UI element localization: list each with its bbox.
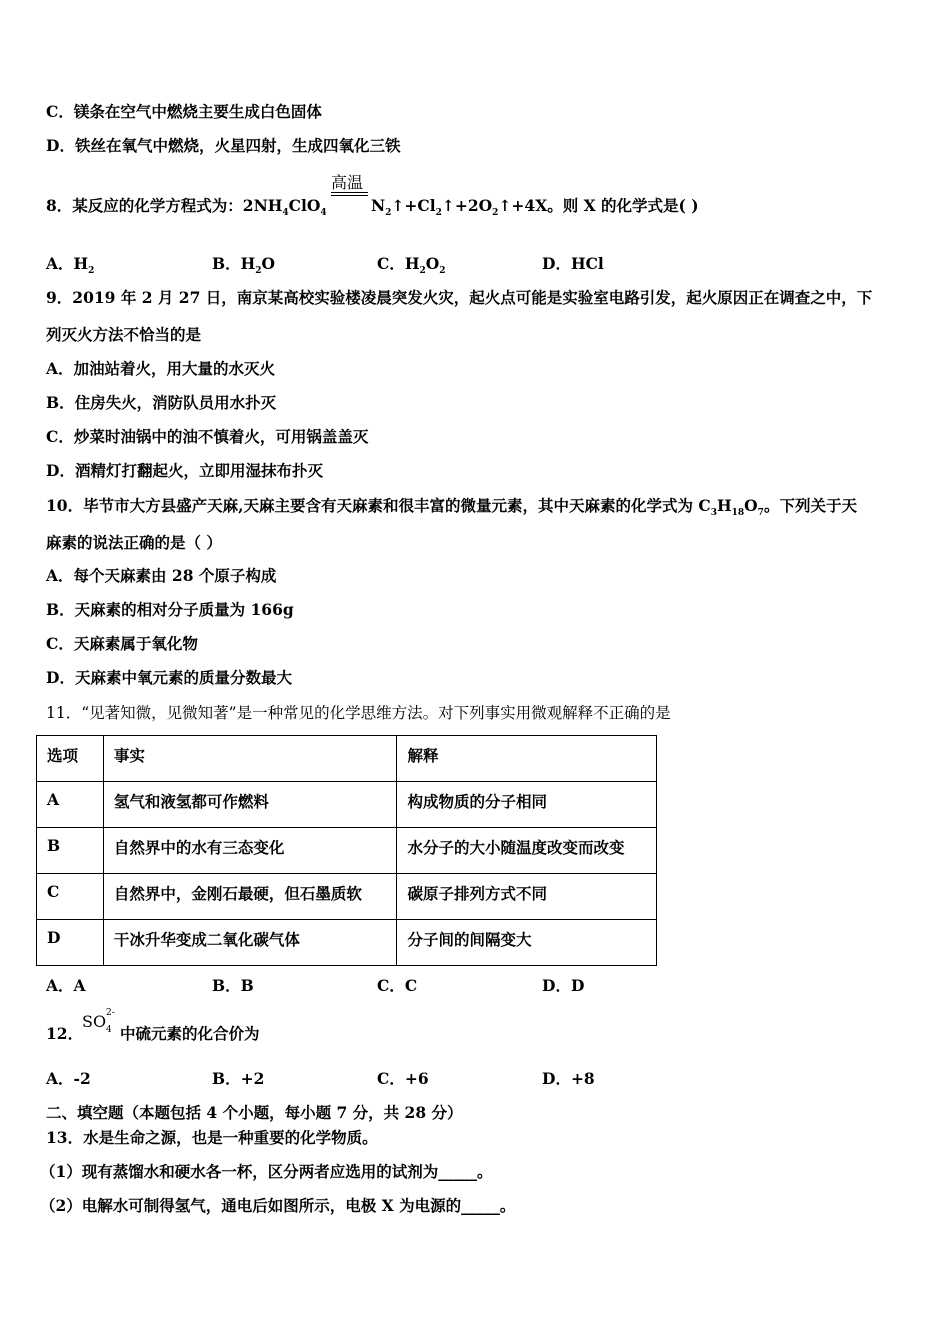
table-cell: 干冰升华变成二氧化碳气体 xyxy=(103,920,397,966)
q10-stem-line1: 10．毕节市大方县盛产天麻,天麻主要含有天麻素和很丰富的微量元素，其中天麻素的化学式为 $C_3H_{18}O_7$。下列关于天 xyxy=(46,496,857,519)
q10-option-b: B．天麻素的相对分子质量为 166g xyxy=(46,600,294,619)
q11-facts-table xyxy=(36,735,657,966)
q8-products: $N_2↑+Cl_2↑+2O_2↑+4X$。则 X 的化学式是( ) xyxy=(371,196,699,219)
q8-option-a: A．$H_2$ xyxy=(46,254,95,277)
table-cell: 构成物质的分子相同 xyxy=(397,782,657,828)
q10-option-a: A．每个天麻素由 28 个原子构成 xyxy=(46,566,277,585)
q10-stem-line2: 麻素的说法正确的是（ ） xyxy=(46,533,222,552)
q11-option-d: D．D xyxy=(542,976,585,995)
table-cell: 氢气和液氢都可作燃料 xyxy=(103,782,397,828)
q8-option-d: D．HCl xyxy=(542,254,604,273)
table-cell: 水分子的大小随温度改变而改变 xyxy=(397,828,657,874)
sulfate-formula: SO xyxy=(82,1012,107,1031)
q9-stem-line2: 列灭火方法不恰当的是 xyxy=(46,325,202,344)
q13-part1: （1）现有蒸馏水和硬水各一杯，区分两者应选用的试剂为_____。 xyxy=(40,1162,493,1181)
q7-option-c: C．镁条在空气中燃烧主要生成白色固体 xyxy=(46,102,322,121)
table-cell: D xyxy=(37,920,104,966)
reaction-arrow-lower xyxy=(331,195,368,196)
q8-stem: 8．某反应的化学方程式为：$2NH_4ClO_4$ xyxy=(46,196,327,219)
q12-option-b: B．+2 xyxy=(212,1069,265,1088)
table-cell: 分子间的间隔变大 xyxy=(397,920,657,966)
q12-stem: 中硫元素的化合价为 xyxy=(120,1024,260,1043)
q10-option-c: C．天麻素属于氧化物 xyxy=(46,634,198,653)
table-row xyxy=(37,920,657,966)
q11-option-c: C．C xyxy=(377,976,418,995)
q7-option-d: D．铁丝在氧气中燃烧，火星四射，生成四氧化三铁 xyxy=(46,136,401,155)
header-explanation: 解释 xyxy=(397,736,657,782)
q9-option-c: C．炒菜时油锅中的油不慎着火，可用锅盖盖灭 xyxy=(46,427,369,446)
section-title: 二、填空题（本题包括 4 个小题，每小题 7 分，共 28 分） xyxy=(46,1103,463,1122)
q9-option-a: A．加油站着火，用大量的水灭火 xyxy=(46,359,276,378)
q12-option-d: D．+8 xyxy=(542,1069,595,1088)
q11-option-a: A．A xyxy=(46,976,86,995)
q10-option-d: D．天麻素中氧元素的质量分数最大 xyxy=(46,668,292,687)
table-header-row xyxy=(37,736,657,782)
q13-part2: （2）电解水可制得氢气，通电后如图所示，电极 X 为电源的_____。 xyxy=(40,1196,516,1215)
table-row xyxy=(37,874,657,920)
table-row xyxy=(37,828,657,874)
table-row xyxy=(37,782,657,828)
q8-option-c: C．$H_2O_2$ xyxy=(377,254,446,277)
table-cell: A xyxy=(37,782,104,828)
q12-number: 12． xyxy=(46,1024,84,1043)
table-cell: 自然界中的水有三态变化 xyxy=(103,828,397,874)
q12-option-c: C．+6 xyxy=(377,1069,429,1088)
header-option: 选项 xyxy=(37,736,104,782)
q8-option-b: B．$H_2O$ xyxy=(212,254,276,277)
table-cell: 碳原子排列方式不同 xyxy=(397,874,657,920)
q9-option-d: D．酒精灯打翻起火，立即用湿抹布扑灭 xyxy=(46,461,323,480)
reaction-arrow-upper xyxy=(331,192,368,193)
q13-stem: 13．水是生命之源，也是一种重要的化学物质。 xyxy=(46,1128,378,1147)
table-cell: C xyxy=(37,874,104,920)
table-cell: 自然界中，金刚石最硬，但石墨质软 xyxy=(103,874,397,920)
sulfate-subscript: 4 xyxy=(106,1025,112,1035)
q9-option-b: B．住房失火，消防队员用水扑灭 xyxy=(46,393,277,412)
reaction-condition: 高温 xyxy=(331,173,364,192)
q11-stem: 11．“见著知微，见微知著”是一种常见的化学思维方法。对下列事实用微观解释不正确的是 xyxy=(46,704,671,722)
q12-option-a: A．-2 xyxy=(46,1069,91,1088)
sulfate-charge: 2- xyxy=(106,1008,115,1018)
header-fact: 事实 xyxy=(103,736,397,782)
q9-stem-line1: 9．2019 年 2 月 27 日，南京某高校实验楼凌晨突发火灾，起火点可能是实验室电路引发，起火原因正在调查之中，下 xyxy=(46,288,873,307)
table-cell: B xyxy=(37,828,104,874)
q11-option-b: B．B xyxy=(212,976,254,995)
